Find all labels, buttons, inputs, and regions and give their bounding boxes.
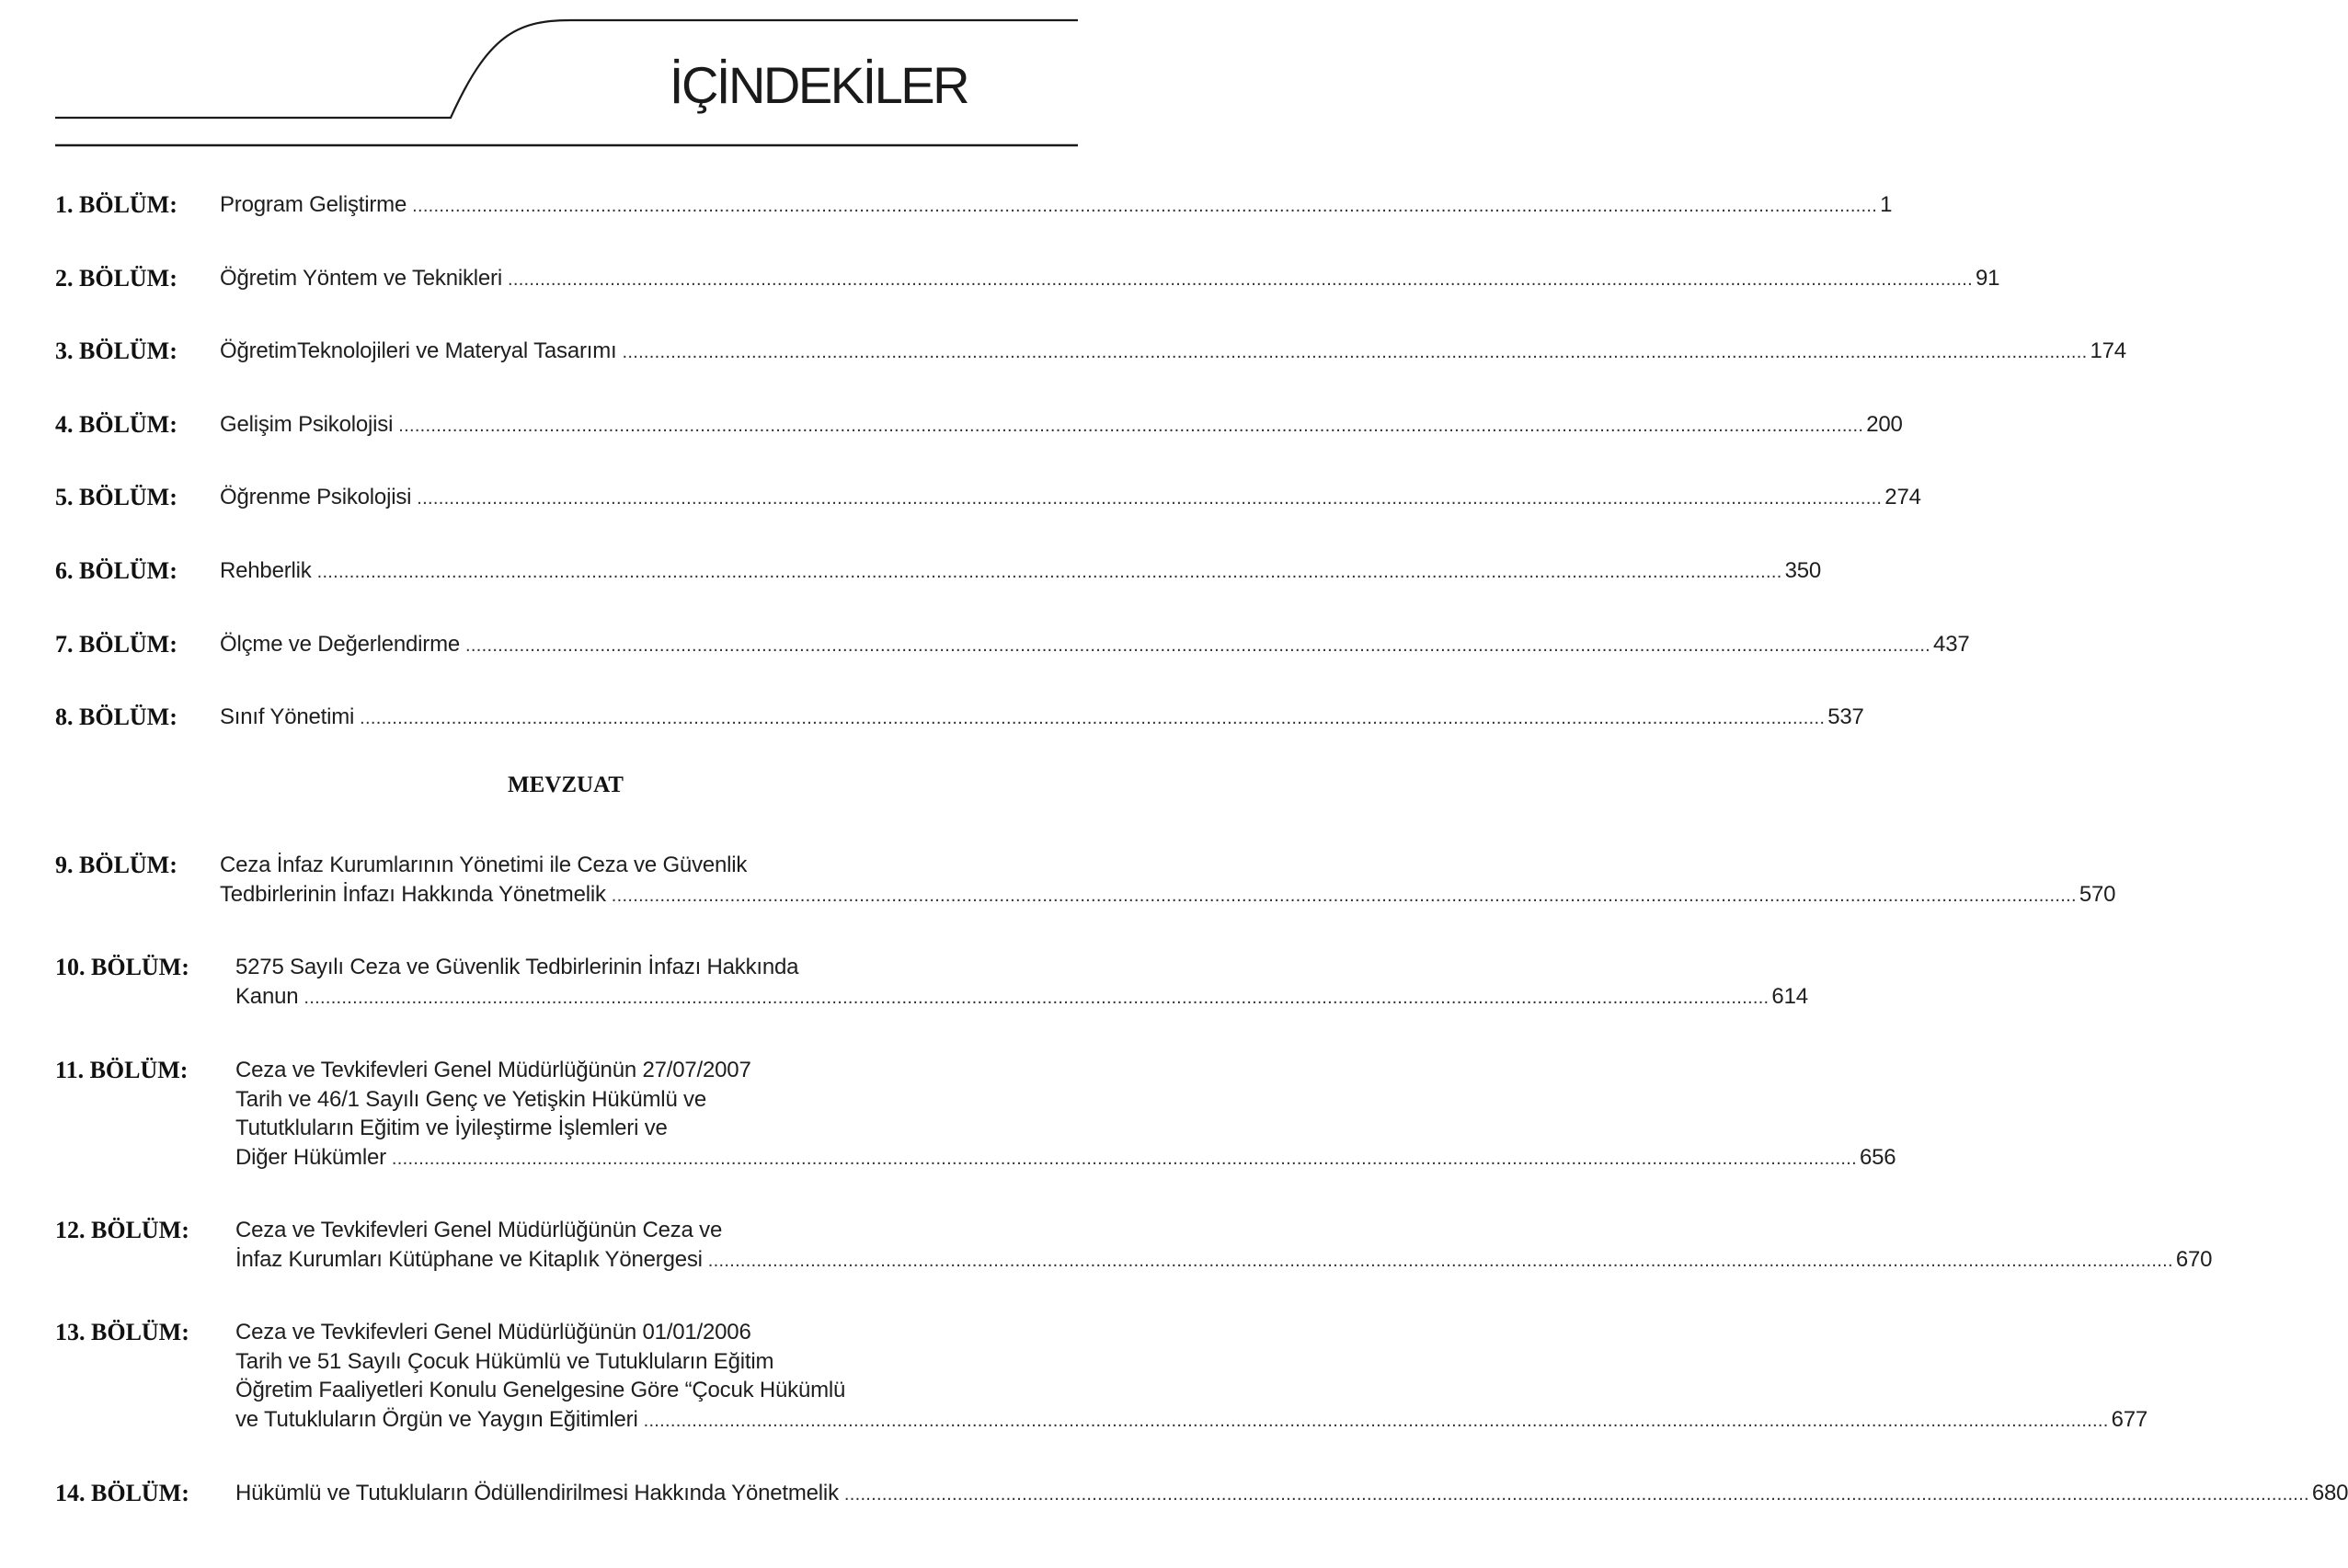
chapter-title: Hükümlü ve Tutukluların Ödüllendirilmesi Hakkında Yönetmelik — [235, 1481, 839, 1505]
chapter-title: ve Tutukluların Örgün ve Yaygın Eğitimleri — [235, 1406, 638, 1432]
toc-entry-1[interactable] — [55, 190, 1893, 222]
dot-leader — [844, 1481, 2309, 1510]
chapter-page: 274 — [1884, 485, 1921, 509]
toc-entry-3[interactable] — [55, 337, 2126, 368]
chapter-number: 3. BÖLÜM: — [55, 338, 178, 364]
page-title: İÇİNDEKİLER — [669, 56, 968, 114]
chapter-number: 4. BÖLÜM: — [55, 411, 178, 438]
dot-leader — [392, 1145, 1857, 1174]
dot-leader — [612, 882, 2077, 911]
chapter-title: ÖğretimTeknolojileri ve Materyal Tasarımı — [220, 338, 617, 363]
dot-leader — [508, 266, 1973, 295]
dot-leader — [412, 192, 1877, 222]
chapter-title: Kanun — [235, 983, 299, 1009]
toc-entry-7[interactable] — [55, 630, 1970, 661]
toc-entry-13[interactable] — [55, 1318, 2148, 1436]
dot-leader — [623, 338, 2088, 368]
chapter-number: 8. BÖLÜM: — [55, 704, 178, 730]
toc-entry-4[interactable] — [55, 410, 1903, 441]
toc-entry-9[interactable] — [55, 851, 2116, 910]
chapter-title: Program Geliştirme — [220, 192, 407, 217]
chapter-number: 11. BÖLÜM: — [55, 1057, 189, 1083]
chapter-page: 570 — [2079, 881, 2116, 907]
chapter-number: 14. BÖLÜM: — [55, 1480, 189, 1506]
chapter-number: 5. BÖLÜM: — [55, 484, 178, 510]
chapter-number: 7. BÖLÜM: — [55, 631, 178, 658]
dot-leader — [644, 1407, 2109, 1436]
chapter-page: 1 — [1880, 192, 1893, 217]
chapter-title: İnfaz Kurumları Kütüphane ve Kitaplık Yönergesi — [235, 1246, 703, 1272]
chapter-title-line: 5275 Sayılı Ceza ve Güvenlik Tedbirlerinin İnfazı Hakkında — [235, 955, 799, 979]
chapter-number: 2. BÖLÜM: — [55, 265, 178, 292]
chapter-title: Gelişim Psikolojisi — [220, 412, 394, 437]
chapter-page: 91 — [1976, 266, 2000, 291]
toc-entry-5[interactable] — [55, 483, 1921, 514]
toc-entry-2[interactable] — [55, 264, 2000, 295]
chapter-title: Sınıf Yönetimi — [220, 704, 355, 729]
toc-entry-11[interactable] — [55, 1056, 1896, 1173]
chapter-page: 670 — [2175, 1246, 2213, 1272]
dot-leader — [465, 632, 1930, 661]
toc-entry-12[interactable] — [55, 1216, 2213, 1276]
chapter-number: 13. BÖLÜM: — [55, 1319, 189, 1345]
dot-leader — [417, 485, 1882, 514]
toc-entry-6[interactable] — [55, 556, 1822, 588]
chapter-title-line: Tarih ve 51 Sayılı Çocuk Hükümlü ve Tutukluların Eğitim — [235, 1348, 774, 1374]
chapter-title-line: Ceza ve Tevkifevleri Genel Müdürlüğünün Ceza ve — [235, 1218, 723, 1242]
chapter-title-line: Ceza ve Tevkifevleri Genel Müdürlüğünün 01/01/2006 — [235, 1320, 751, 1345]
chapter-number: 1. BÖLÜM: — [55, 191, 178, 218]
chapter-page: 174 — [2090, 338, 2126, 363]
toc-entry-8[interactable] — [55, 703, 1864, 734]
chapter-page: 200 — [1866, 412, 1903, 437]
chapter-number: 12. BÖLÜM: — [55, 1217, 189, 1243]
chapter-page: 350 — [1784, 558, 1822, 583]
dot-leader — [398, 412, 1863, 441]
chapter-title-line: Ceza İnfaz Kurumlarının Yönetimi ile Ceza ve Güvenlik — [220, 853, 748, 877]
chapter-title: Ölçme ve Değerlendirme — [220, 632, 461, 657]
chapter-page: 614 — [1771, 983, 1808, 1009]
chapter-page: 537 — [1827, 704, 1864, 729]
chapter-page: 437 — [1933, 632, 1970, 657]
dot-leader — [708, 1247, 2173, 1276]
section-heading-mevzuat: MEVZUAT — [508, 773, 624, 797]
chapter-number: 9. BÖLÜM: — [55, 852, 178, 878]
dot-leader — [317, 558, 1782, 588]
chapter-title: Tedbirlerinin İnfazı Hakkında Yönetmelik — [220, 881, 606, 907]
chapter-title-line: Tarih ve 46/1 Sayılı Genç ve Yetişkin Hükümlü ve — [235, 1086, 707, 1112]
chapter-page: 680 — [2311, 1481, 2348, 1505]
chapter-title-line: Ceza ve Tevkifevleri Genel Müdürlüğünün 27/07/2007 — [235, 1058, 751, 1082]
dot-leader — [304, 984, 1769, 1013]
chapter-title: Öğrenme Psikolojisi — [220, 485, 412, 509]
chapter-title: Öğretim Yöntem ve Teknikleri — [220, 266, 502, 291]
toc-entry-10[interactable] — [55, 953, 1808, 1013]
chapter-title: Rehberlik — [220, 558, 312, 583]
chapter-title-line: Tututkluların Eğitim ve İyileştirme İşlemleri ve — [235, 1116, 668, 1140]
dot-leader — [360, 704, 1825, 734]
chapter-page: 677 — [2111, 1406, 2148, 1432]
chapter-number: 10. BÖLÜM: — [55, 954, 189, 980]
toc-entry-14[interactable] — [55, 1479, 2348, 1510]
chapter-number: 6. BÖLÜM: — [55, 557, 178, 584]
chapter-title-line: Öğretim Faaliyetleri Konulu Genelgesine Göre “Çocuk Hükümlü — [235, 1378, 846, 1402]
chapter-page: 656 — [1859, 1144, 1896, 1170]
chapter-title: Diğer Hükümler — [235, 1144, 386, 1170]
